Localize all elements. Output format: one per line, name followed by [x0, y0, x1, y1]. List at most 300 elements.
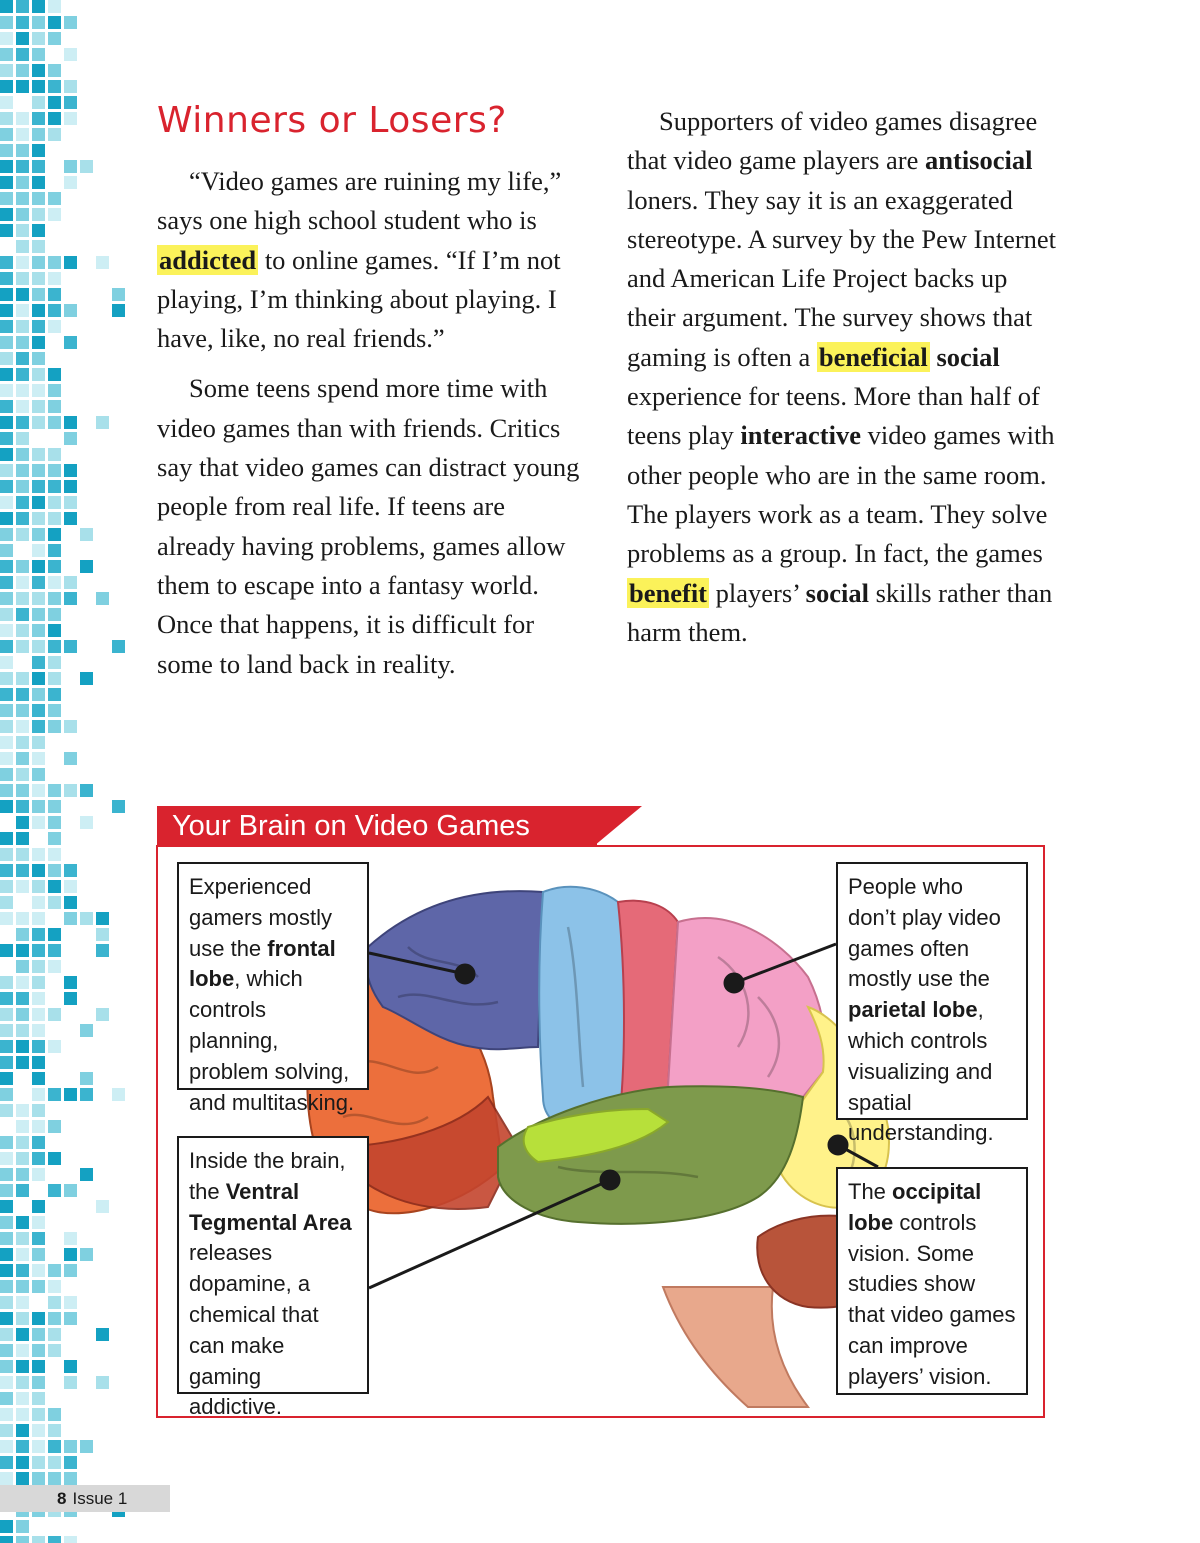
pixel-square: [32, 752, 45, 765]
pixel-square: [96, 1200, 109, 1213]
pixel-square: [96, 1008, 109, 1021]
pixel-square: [0, 352, 13, 365]
pixel-square: [64, 256, 77, 269]
pixel-square: [64, 640, 77, 653]
pixel-square: [0, 336, 13, 349]
pixel-square: [64, 1088, 77, 1101]
pixel-square: [32, 1200, 45, 1213]
pixel-square: [0, 112, 13, 125]
pixel-square: [16, 864, 29, 877]
pixel-square: [0, 944, 13, 957]
pixel-square: [96, 1328, 109, 1341]
pixel-square: [48, 208, 61, 221]
pixel-square: [32, 48, 45, 61]
pixel-square: [64, 976, 77, 989]
pixel-square: [32, 1408, 45, 1421]
pixel-square: [16, 368, 29, 381]
pixel-square: [16, 976, 29, 989]
pixel-square: [32, 1168, 45, 1181]
pixel-square: [80, 1168, 93, 1181]
pixel-square: [80, 1440, 93, 1453]
pixel-square: [48, 112, 61, 125]
pixel-square: [16, 320, 29, 333]
pixel-square: [0, 32, 13, 45]
pixel-square: [48, 1264, 61, 1277]
pixel-square: [16, 640, 29, 653]
pixel-square: [32, 704, 45, 717]
pixel-square: [32, 608, 45, 621]
pixel-square: [64, 16, 77, 29]
pixel-square: [32, 880, 45, 893]
pixel-square: [16, 832, 29, 845]
pixel-square: [48, 16, 61, 29]
pixel-square: [16, 672, 29, 685]
pixel-square: [16, 1040, 29, 1053]
pixel-square: [0, 688, 13, 701]
pixel-square: [112, 288, 125, 301]
pixel-square: [80, 1072, 93, 1085]
pixel-square: [48, 784, 61, 797]
pixel-square: [0, 1040, 13, 1053]
pixel-square: [16, 16, 29, 29]
pixel-square: [0, 864, 13, 877]
pixel-square: [16, 32, 29, 45]
pixel-square: [16, 1424, 29, 1437]
pixel-square: [48, 320, 61, 333]
pixel-square: [16, 432, 29, 445]
pixel-square: [0, 288, 13, 301]
text-run: players’: [709, 577, 806, 608]
pixel-square: [16, 1376, 29, 1389]
pixel-square: [48, 656, 61, 669]
pixel-square: [48, 1472, 61, 1485]
pixel-square: [0, 1136, 13, 1149]
pixel-square: [16, 752, 29, 765]
pixel-square: [16, 576, 29, 589]
pixel-square: [32, 544, 45, 557]
pixel-square: [0, 512, 13, 525]
pixel-square: [112, 800, 125, 813]
pixel-square: [80, 816, 93, 829]
pixel-square: [32, 1536, 45, 1543]
pixel-square: [48, 848, 61, 861]
pixel-square: [48, 944, 61, 957]
pixel-square: [48, 128, 61, 141]
pixel-square: [0, 1104, 13, 1117]
pixel-square: [0, 1264, 13, 1277]
pixel-square: [48, 608, 61, 621]
pixel-square: [0, 304, 13, 317]
pixel-square: [16, 128, 29, 141]
pixel-square: [48, 1296, 61, 1309]
pixel-square: [48, 304, 61, 317]
term-ventral-tegmental-area: Ventral Tegmental Area: [189, 1178, 352, 1235]
pixel-square: [0, 128, 13, 141]
text-run: releases dopamine, a chemical that can make gaming addictive.: [189, 1240, 319, 1420]
term-frontal-lobe: frontal lobe: [189, 935, 336, 992]
pixel-square: [96, 416, 109, 429]
pixel-square: [16, 0, 29, 13]
pixel-square: [0, 1072, 13, 1085]
pixel-square: [0, 912, 13, 925]
pixel-square: [16, 528, 29, 541]
article-column-left: [157, 162, 587, 684]
pixel-square: [16, 80, 29, 93]
callout-occipital-lobe: [836, 1167, 1028, 1395]
pixel-square: [32, 32, 45, 45]
pixel-square: [0, 1296, 13, 1309]
pixel-square: [0, 384, 13, 397]
pixel-square: [48, 1312, 61, 1325]
pixel-square: [0, 672, 13, 685]
pixel-square: [0, 768, 13, 781]
pixel-square: [48, 1536, 61, 1543]
pixel-square: [16, 1280, 29, 1293]
pixel-square: [16, 1456, 29, 1469]
pixel-square: [0, 272, 13, 285]
pixel-square: [0, 1008, 13, 1021]
pixel-square: [32, 1424, 45, 1437]
pixel-square: [0, 448, 13, 461]
pixel-square: [48, 1184, 61, 1197]
text-run: experience for teens. More than half of teens play: [627, 381, 1040, 451]
pixel-square: [80, 912, 93, 925]
pixel-square: [64, 880, 77, 893]
pixel-square: [64, 496, 77, 509]
pixel-square: [48, 640, 61, 653]
pixel-square: [32, 192, 45, 205]
pixel-square: [16, 1184, 29, 1197]
pixel-square: [16, 1248, 29, 1261]
pixel-square: [32, 864, 45, 877]
pixel-square: [16, 624, 29, 637]
pixel-square: [16, 784, 29, 797]
callout-parietal-lobe: [836, 862, 1028, 1146]
pixel-square: [16, 64, 29, 77]
pixel-square: [16, 352, 29, 365]
pixel-square: [48, 544, 61, 557]
text-run: , which controls planning, problem solving, and multitasking.: [189, 966, 355, 1115]
pixel-square: [48, 1120, 61, 1133]
parietal-lobe: [668, 918, 825, 1099]
pixel-square: [48, 32, 61, 45]
pixel-square: [32, 1120, 45, 1133]
pixel-square: [16, 160, 29, 173]
pixel-square: [32, 976, 45, 989]
pixel-square: [32, 768, 45, 781]
pixel-square: [0, 736, 13, 749]
pixel-square: [32, 16, 45, 29]
pixel-square: [0, 720, 13, 733]
pixel-square: [96, 944, 109, 957]
pixel-square: [16, 192, 29, 205]
pixel-square: [48, 672, 61, 685]
pixel-square: [16, 704, 29, 717]
pixel-square: [48, 384, 61, 397]
pixel-square: [48, 704, 61, 717]
pixel-square: [32, 1072, 45, 1085]
pixel-square: [0, 400, 13, 413]
pixel-square: [64, 1184, 77, 1197]
pixel-square: [16, 1296, 29, 1309]
pixel-square: [0, 656, 13, 669]
pixel-square: [48, 560, 61, 573]
brain-stem: [663, 1287, 808, 1407]
pixel-square: [64, 592, 77, 605]
pixel-square: [16, 1360, 29, 1373]
pixel-square: [0, 144, 13, 157]
pixel-square: [32, 784, 45, 797]
pixel-square: [16, 720, 29, 733]
pixel-square: [0, 624, 13, 637]
pixel-square: [32, 1472, 45, 1485]
pixel-square: [64, 1264, 77, 1277]
pixel-square: [80, 1088, 93, 1101]
pixel-square: [32, 1248, 45, 1261]
pixel-square: [32, 576, 45, 589]
pixel-square: [0, 1328, 13, 1341]
text-run: to online games. “If I’m not playing, I’m thinking about playing. I have, like, no real friends.”: [157, 244, 561, 354]
pixel-square: [64, 1248, 77, 1261]
pixel-square: [0, 320, 13, 333]
pixel-square: [48, 960, 61, 973]
pixel-square: [48, 1008, 61, 1021]
pixel-square: [0, 1360, 13, 1373]
pixel-square: [32, 656, 45, 669]
pixel-square: [0, 1088, 13, 1101]
pixel-square: [48, 1408, 61, 1421]
pixel-square: [0, 160, 13, 173]
pixel-square: [48, 1328, 61, 1341]
pixel-square: [16, 848, 29, 861]
pixel-square: [0, 1440, 13, 1453]
pixel-square: [32, 1216, 45, 1229]
pixel-square: [64, 1472, 77, 1485]
pixel-square: [32, 1008, 45, 1021]
pixel-square: [96, 592, 109, 605]
pixel-square: [16, 1264, 29, 1277]
pixel-square: [16, 1216, 29, 1229]
pixel-square: [32, 384, 45, 397]
pixel-square: [16, 1472, 29, 1485]
pixel-square: [64, 1312, 77, 1325]
pixel-square: [0, 784, 13, 797]
pixel-square: [48, 1440, 61, 1453]
pixel-square: [0, 416, 13, 429]
pixel-square: [64, 1440, 77, 1453]
pixel-square: [32, 224, 45, 237]
pixel-square: [16, 224, 29, 237]
pixel-square: [64, 96, 77, 109]
pixel-square: [32, 816, 45, 829]
pixel-square: [0, 192, 13, 205]
pixel-square: [80, 560, 93, 573]
pixel-square: [0, 704, 13, 717]
pixel-square: [0, 432, 13, 445]
pixel-square: [48, 192, 61, 205]
pixel-square: [32, 352, 45, 365]
pixel-square: [0, 800, 13, 813]
pixel-square: [0, 576, 13, 589]
pixel-square: [48, 1088, 61, 1101]
pixel-square: [32, 160, 45, 173]
pixel-square: [48, 800, 61, 813]
pixel-square: [0, 1184, 13, 1197]
pixel-square: [16, 464, 29, 477]
pixel-square: [16, 608, 29, 621]
pixel-square: [32, 1456, 45, 1469]
pixel-square: [48, 576, 61, 589]
pixel-square: [64, 480, 77, 493]
text-run: , which controls visualizing and spatial understanding.: [848, 997, 994, 1146]
pixel-square: [0, 1232, 13, 1245]
pixel-square: [0, 1312, 13, 1325]
pixel-square: [64, 160, 77, 173]
pixel-square: [0, 80, 13, 93]
pixel-square: [0, 1024, 13, 1037]
pixel-square: [16, 256, 29, 269]
pixel-square: [0, 1408, 13, 1421]
pixel-square: [32, 848, 45, 861]
pixel-square: [48, 624, 61, 637]
paragraph-supporters: [627, 102, 1057, 652]
pixel-square: [0, 544, 13, 557]
text-run: Supporters of video games disagree that video game players are: [627, 106, 1038, 176]
pixel-square: [32, 1376, 45, 1389]
pixel-square: [16, 272, 29, 285]
text-run: video games with other people who are in the same room. The players work as a team. They solve problems as a group. In fact, the games: [627, 420, 1055, 569]
pixel-square: [64, 720, 77, 733]
pixel-square: [0, 16, 13, 29]
pixel-square: [16, 1312, 29, 1325]
text-run: People who don’t play video games often mostly use the: [848, 874, 1001, 992]
pixel-square: [32, 400, 45, 413]
pixel-square: [0, 560, 13, 573]
pixel-square: [0, 1376, 13, 1389]
pixel-square: [16, 1136, 29, 1149]
pixel-square: [16, 1520, 29, 1533]
paragraph-critics: [157, 369, 587, 683]
pixel-square: [32, 416, 45, 429]
pixel-square: [16, 480, 29, 493]
pixel-square: [0, 496, 13, 509]
pixel-square: [16, 384, 29, 397]
pixel-square: [0, 1280, 13, 1293]
pixel-square: [32, 672, 45, 685]
pixel-pattern-decoration: [0, 0, 130, 1543]
pixel-square: [48, 464, 61, 477]
pixel-square: [48, 1424, 61, 1437]
text-run: The: [848, 1179, 893, 1204]
pixel-square: [48, 864, 61, 877]
pixel-square: [16, 1024, 29, 1037]
pixel-square: [32, 128, 45, 141]
pixel-square: [32, 80, 45, 93]
pixel-square: [32, 1392, 45, 1405]
pixel-square: [16, 1408, 29, 1421]
pixel-square: [16, 768, 29, 781]
text-run: skills rather than harm them.: [627, 577, 1053, 647]
pixel-square: [32, 1280, 45, 1293]
pixel-square: [0, 1456, 13, 1469]
pixel-square: [48, 880, 61, 893]
pixel-square: [16, 1008, 29, 1021]
pixel-square: [48, 448, 61, 461]
pixel-square: [32, 112, 45, 125]
pixel-square: [48, 288, 61, 301]
pixel-square: [80, 160, 93, 173]
pixel-square: [48, 1040, 61, 1053]
term-parietal-lobe: parietal lobe: [848, 997, 978, 1023]
pixel-square: [48, 480, 61, 493]
pixel-square: [48, 720, 61, 733]
pixel-square: [16, 688, 29, 701]
pixel-square: [16, 1104, 29, 1117]
pixel-square: [64, 1376, 77, 1389]
pixel-square: [32, 320, 45, 333]
pixel-square: [32, 144, 45, 157]
pixel-square: [16, 512, 29, 525]
pixel-square: [32, 640, 45, 653]
pixel-square: [80, 1248, 93, 1261]
pixel-square: [0, 1536, 13, 1543]
pixel-square: [64, 432, 77, 445]
pixel-square: [112, 1088, 125, 1101]
pixel-square: [16, 1328, 29, 1341]
pixel-square: [16, 1168, 29, 1181]
pixel-square: [0, 464, 13, 477]
pixel-square: [32, 1232, 45, 1245]
pixel-square: [0, 1472, 13, 1485]
pixel-square: [16, 208, 29, 221]
pixel-square: [0, 1424, 13, 1437]
pixel-square: [16, 288, 29, 301]
pixel-square: [32, 800, 45, 813]
pixel-square: [64, 48, 77, 61]
infographic-title: Your Brain on Video Games: [157, 806, 597, 846]
issue-label: Issue 1: [72, 1489, 128, 1508]
pixel-square: [32, 480, 45, 493]
pixel-square: [0, 1216, 13, 1229]
pixel-square: [48, 816, 61, 829]
pixel-square: [48, 80, 61, 93]
pixel-square: [48, 688, 61, 701]
pixel-square: [64, 864, 77, 877]
pixel-square: [64, 752, 77, 765]
pixel-square: [32, 1312, 45, 1325]
pixel-square: [0, 848, 13, 861]
bold-social: social: [805, 577, 869, 608]
pixel-square: [96, 912, 109, 925]
pixel-square: [0, 256, 13, 269]
pixel-square: [48, 896, 61, 909]
pixel-square: [48, 496, 61, 509]
pixel-square: [64, 912, 77, 925]
pixel-square: [32, 1136, 45, 1149]
pixel-square: [48, 1456, 61, 1469]
pixel-square: [48, 368, 61, 381]
pixel-square: [32, 240, 45, 253]
pixel-square: [0, 96, 13, 109]
pixel-square: [32, 1360, 45, 1373]
pixel-square: [64, 336, 77, 349]
pixel-square: [32, 176, 45, 189]
term-occipital-lobe: occipital lobe: [848, 1179, 982, 1235]
pixel-square: [32, 688, 45, 701]
pixel-square: [48, 64, 61, 77]
pixel-square: [32, 992, 45, 1005]
pixel-square: [32, 464, 45, 477]
